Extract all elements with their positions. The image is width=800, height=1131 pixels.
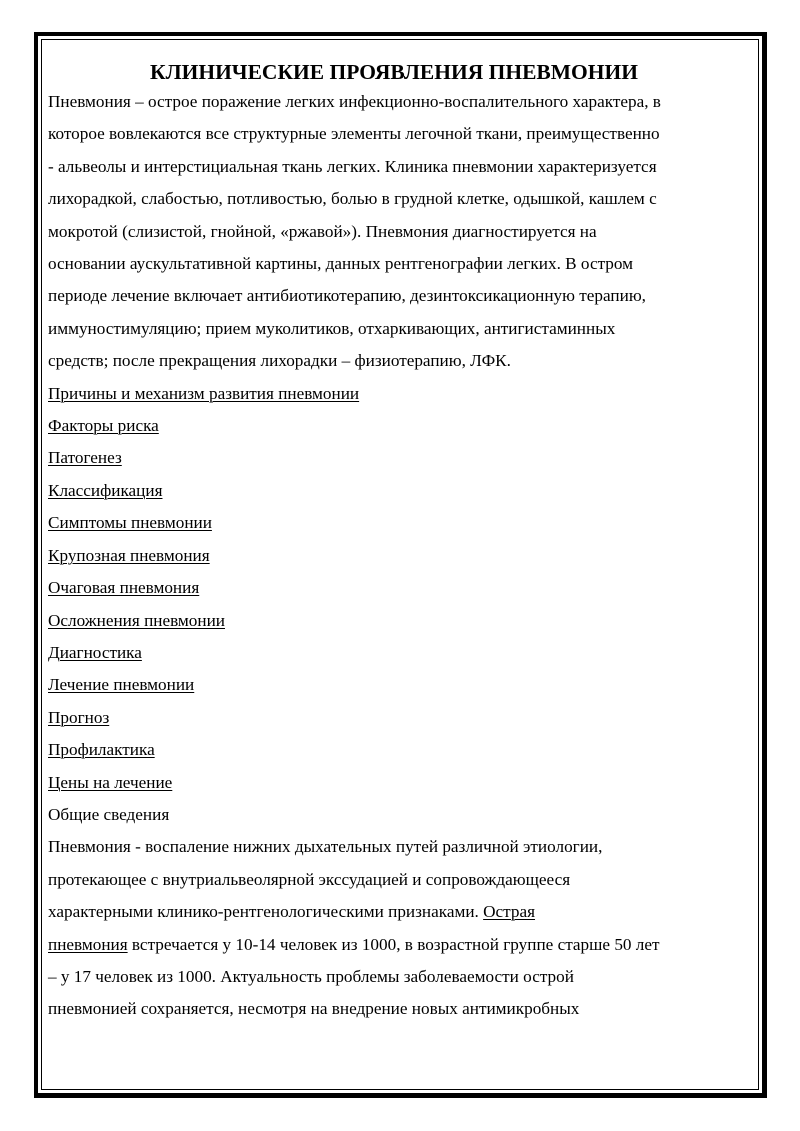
toc-item <box>48 734 738 766</box>
toc-link-classification[interactable]: Классификация <box>48 480 163 500</box>
toc-link-lobar-pneumonia[interactable]: Крупозная пневмония <box>48 545 210 565</box>
toc-item <box>48 572 738 604</box>
general-line: – у 17 человек из 1000. Актуальность проблемы заболеваемости острой <box>48 966 574 986</box>
intro-line: лихорадкой, слабостью, потливостью, болью в грудной клетке, одышкой, кашлем с <box>48 189 657 209</box>
toc-link-prognosis[interactable]: Прогноз <box>48 707 110 727</box>
acute-pneumonia-link-part1[interactable]: Острая <box>483 902 536 922</box>
intro-line: иммуностимуляцию; прием муколитиков, отхаркивающих, антигистаминных <box>48 318 616 338</box>
general-paragraph <box>48 831 738 1025</box>
toc-item <box>48 507 738 539</box>
toc-item <box>48 410 738 442</box>
toc-link-symptoms[interactable]: Симптомы пневмонии <box>48 513 212 533</box>
intro-line: средств; после прекращения лихорадки – физиотерапию, ЛФК. <box>48 351 511 371</box>
toc-item <box>48 442 738 474</box>
table-of-contents <box>48 378 738 799</box>
toc-item <box>48 767 738 799</box>
intro-paragraph <box>48 86 738 378</box>
toc-item <box>48 702 738 734</box>
intro-line: которое вовлекаются все структурные элементы легочной ткани, преимущественно <box>48 124 660 144</box>
document-title: КЛИНИЧЕСКИЕ ПРОЯВЛЕНИЯ ПНЕВМОНИИ <box>150 60 638 84</box>
general-line: пневмонией сохраняется, несмотря на внедрение новых антимикробных <box>48 999 580 1019</box>
toc-link-risk-factors[interactable]: Факторы риска <box>48 416 159 436</box>
general-line <box>48 929 738 961</box>
toc-link-prevention[interactable]: Профилактика <box>48 740 155 760</box>
toc-link-complications[interactable]: Осложнения пневмонии <box>48 610 225 630</box>
general-text: встречается у 10-14 человек из 1000, в возрастной группе старше 50 лет <box>127 934 660 954</box>
toc-item <box>48 475 738 507</box>
general-text: характерными клинико-рентгенологическими признаками. <box>48 902 484 922</box>
document-body <box>48 58 738 1026</box>
intro-line: мокротой (слизистой, гнойной, «ржавой»). Пневмония диагностируется на <box>48 221 597 241</box>
intro-line: основании аускультативной картины, данных рентгенографии легких. В остром <box>48 254 634 274</box>
toc-item <box>48 637 738 669</box>
toc-link-focal-pneumonia[interactable]: Очаговая пневмония <box>48 578 200 598</box>
general-line: Пневмония - воспаление нижних дыхательных путей различной этиологии, <box>48 837 603 857</box>
toc-item <box>48 378 738 410</box>
toc-item <box>48 540 738 572</box>
toc-item <box>48 669 738 701</box>
toc-link-causes[interactable]: Причины и механизм развития пневмонии <box>48 383 360 403</box>
toc-link-diagnostics[interactable]: Диагностика <box>48 642 142 662</box>
intro-line: Пневмония – острое поражение легких инфекционно-воспалительного характера, в <box>48 92 661 111</box>
section-heading-general: Общие сведения <box>48 804 170 824</box>
intro-line: - альвеолы и интерстициальная ткань легких. Клиника пневмонии характеризуется <box>48 156 657 176</box>
general-line <box>48 896 738 928</box>
toc-item <box>48 605 738 637</box>
intro-line: периоде лечение включает антибиотикотерапию, дезинтоксикационную терапию, <box>48 286 646 306</box>
toc-link-treatment[interactable]: Лечение пневмонии <box>48 675 195 695</box>
toc-link-prices[interactable]: Цены на лечение <box>48 772 173 792</box>
acute-pneumonia-link-part2[interactable]: пневмония <box>48 934 128 954</box>
general-line: протекающее с внутриальвеолярной экссудацией и сопровождающееся <box>48 869 571 889</box>
toc-link-pathogenesis[interactable]: Патогенез <box>48 448 122 468</box>
